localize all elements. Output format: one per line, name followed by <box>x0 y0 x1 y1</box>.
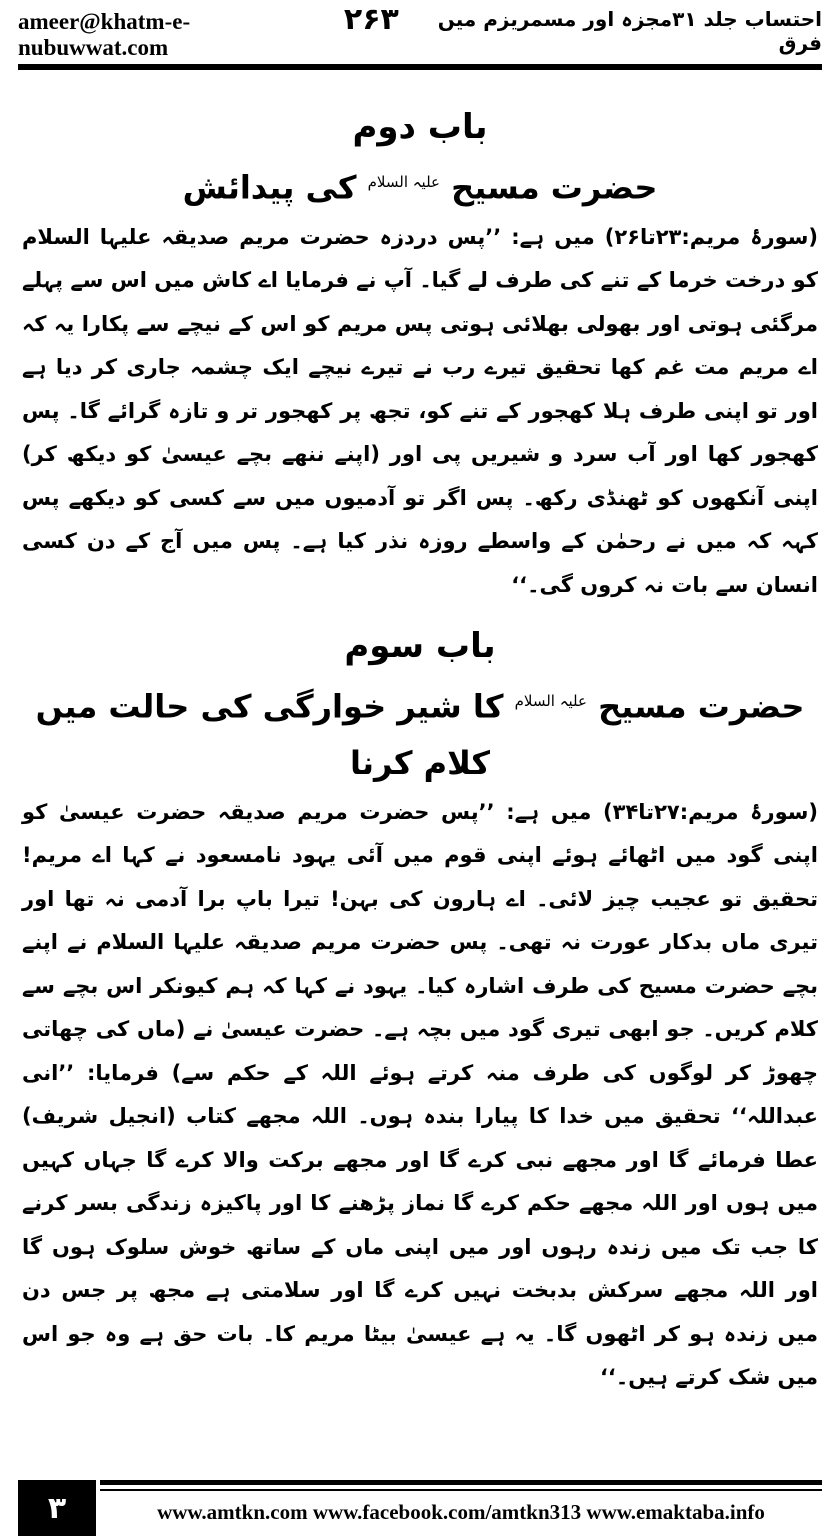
title-main-1: حضرت مسیح <box>451 168 658 207</box>
volume-badge: ۳ <box>18 1480 96 1536</box>
honorific-2: علیہ السلام <box>514 692 587 711</box>
header-left <box>18 2 399 61</box>
running-title: احتساب جلد ۳۱مجزہ اور مسمریزم میں فرق <box>437 7 822 55</box>
paragraph-2: (سورۂ مریم:۲۷تا۳۴) میں ہے: ’’پس حضرت مریم صدیقہ حضرت عیسیٰ کو اپنی گود میں اٹھائے ہوئے اپنی قوم میں آئی یہود نامسعود نے کہا اے مریم! تحقیق تو عجیب چیز لائی۔ اے ہارون کی بہن! تیرا باپ برا آدمی نہ تھا اور تیری ماں بدکار عورت نہ تھی۔ پس حضرت مریم صدیقہ علیہا السلام نے اپنے بچے حضرت مسیح کی طرف اشارہ کیا۔ یہود نے کہا کہ ہم کیونکر اس بچے سے کلام کریں۔ جو ابھی تیری گود میں بچہ ہے۔ حضرت عیسیٰ نے (ماں کی چھاتی چھوڑ کر لوگوں کی طرف منہ کرتے ہوئے اللہ کے حکم سے) فرمایا: ’’انی عبداللہ‘‘ تحقیق میں خدا کا پیارا بندہ ہوں۔ اللہ مجھے کتاب (انجیل شریف) عطا فرمائے گا اور مجھے نبی کرے گا اور مجھے برکت والا کرے گا جہاں کہیں میں ہوں اور اللہ مجھے حکم کرے گا نماز پڑھنے کا اور پاکیزہ زندگی بسر کرنے کا جب تک میں زندہ رہوں اور میں اپنی ماں کے ساتھ خوش سلوک ہوں گا اور اللہ مجھے سرکش بدبخت نہیں کرے گا اور سلامتی ہے مجھ پر جس دن میں زندہ ہو کر اٹھوں گا۔ یہ ہے عیسیٰ بیٹا مریم کا۔ بات حق ہے وہ جو اس میں شک کرتے ہیں۔‘‘ <box>22 799 818 1390</box>
page-header <box>18 0 822 62</box>
section-gap <box>22 607 818 619</box>
title-rest-1: کی پیدائش <box>182 168 357 207</box>
page-number: ۲۶۳ <box>343 1 399 37</box>
paragraph-1: (سورۂ مریم:۲۳تا۲۶) میں ہے: ’’پس دردزہ حضرت مریم صدیقہ علیہا السلام کو درخت خرما کے تنے کی طرف لے گیا۔ آپ نے فرمایا اے کاش میں اس سے پہلے مرگئی ہوتی اور بھولی بھلائی ہوتی پس مریم کو اس کے نیچے سے پکارا یہ کہ اے مریم مت غم کھا تحقیق تیرے رب نے تیرے نیچے ایک چشمہ جاری کر دیا ہے اور تو اپنی طرف ہلا کھجور کے تنے کو، تجھ پر کھجور تر و تازہ گرائے گا۔ پس کھجور کھا اور آب سرد و شیریں پی اور (اپنے ننھے بچے عیسیٰ کو دیکھ کر) اپنی آنکھوں کو ٹھنڈی رکھ۔ پس اگر تو آدمیوں میں سے کسی کو دیکھے پس کہہ کہ میں نے رحمٰن کے واسطے روزہ نذر کیا ہے۔ پس میں آج کے دن کسی انسان سے بات نہ کروں گی۔‘‘ <box>22 224 819 597</box>
page-body <box>22 100 818 1400</box>
title-rest-2: کا شیر خوارگی کی حالت میں کلام کرنا <box>35 687 504 782</box>
header-rule <box>18 64 822 70</box>
title-main-2: حضرت مسیح <box>598 687 805 726</box>
header-email: ameer@khatm-e-nubuwwat.com <box>18 8 191 60</box>
footer-links: www.amtkn.com www.facebook.com/amtkn313 www.emaktaba.info <box>157 1500 765 1524</box>
chapter-heading-1: باب دوم <box>352 107 488 147</box>
section-title-2 <box>22 673 818 791</box>
section-title-1 <box>22 154 818 216</box>
footer-rule-thin <box>100 1489 822 1491</box>
honorific-1: علیہ السلام <box>367 173 440 191</box>
chapter-heading-2: باب سوم <box>344 626 496 667</box>
footer-rule-thick <box>100 1480 822 1485</box>
